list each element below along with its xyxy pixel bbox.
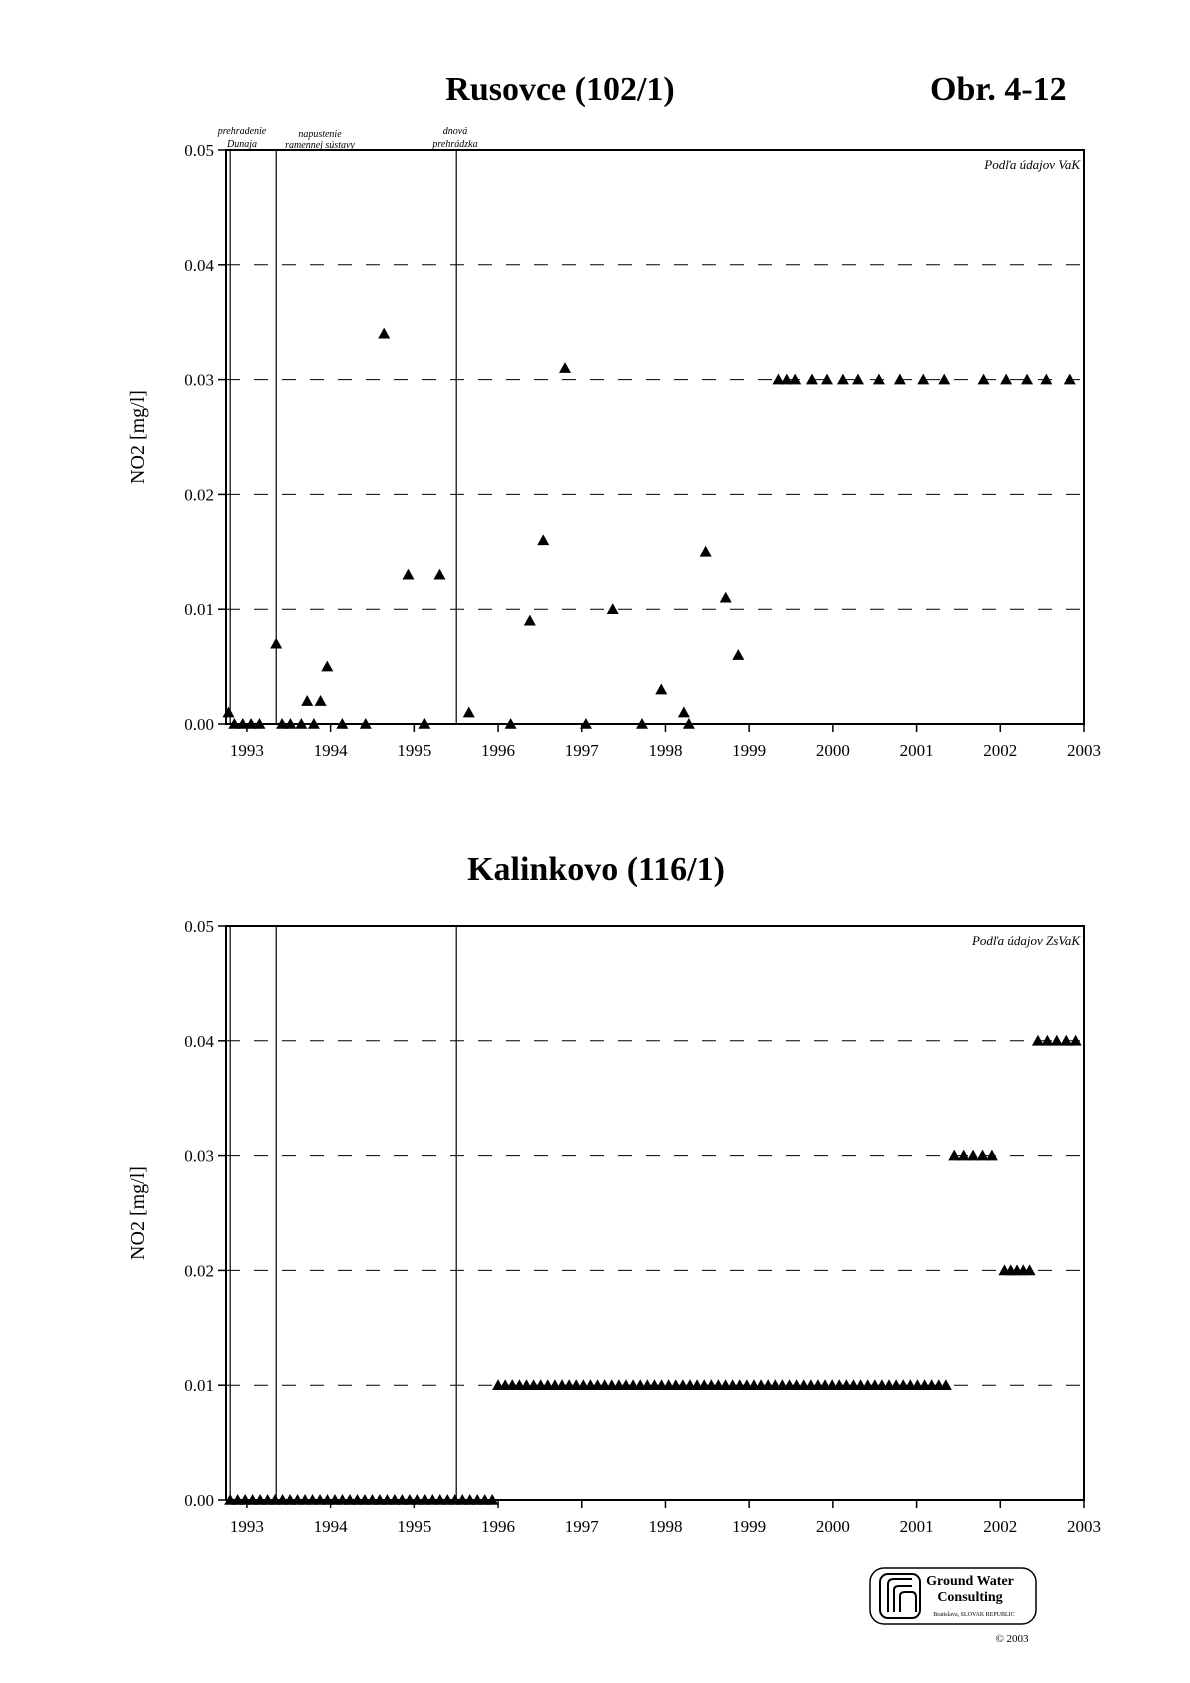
data-point bbox=[524, 615, 536, 626]
data-point bbox=[986, 1150, 998, 1161]
data-point bbox=[1021, 374, 1033, 385]
y-tick-label: 0.00 bbox=[184, 1491, 214, 1510]
data-point bbox=[732, 649, 744, 660]
data-point bbox=[789, 374, 801, 385]
data-point bbox=[821, 374, 833, 385]
x-tick-label: 2000 bbox=[815, 741, 850, 760]
data-point bbox=[301, 695, 313, 706]
x-tick-label: 2001 bbox=[899, 741, 934, 760]
annotation-prehradenie-line2: Dunaja bbox=[227, 139, 257, 150]
data-point bbox=[463, 707, 475, 718]
y-tick-label: 0.04 bbox=[184, 255, 214, 275]
event-lines bbox=[230, 150, 456, 724]
annotation-prehradenie-line1: prehradenie bbox=[217, 126, 267, 137]
x-tick-label: 1996 bbox=[481, 1517, 516, 1536]
y-tick-label: 0.00 bbox=[184, 715, 214, 734]
data-point bbox=[1051, 1035, 1063, 1046]
x-tick-label: 1994 bbox=[313, 741, 348, 760]
data-point bbox=[1064, 374, 1076, 385]
y-tick-label: 0.01 bbox=[184, 1376, 214, 1396]
chart-rusovce bbox=[127, 71, 1101, 760]
x-tick-label: 1994 bbox=[313, 1517, 348, 1536]
data-point bbox=[894, 374, 906, 385]
data-point bbox=[223, 707, 235, 718]
y-tick-label: 0.03 bbox=[184, 1146, 214, 1166]
figure-label: Obr. 4-12 bbox=[930, 71, 1067, 108]
chart-kalinkovo bbox=[127, 851, 1101, 1536]
data-point bbox=[1040, 374, 1052, 385]
x-tick-label: 1998 bbox=[648, 1517, 683, 1536]
data-point bbox=[967, 1150, 979, 1161]
data-point bbox=[537, 534, 549, 545]
annotation-napustenie-line1: napustenie bbox=[298, 129, 342, 140]
data-point bbox=[1070, 1035, 1082, 1046]
data-point bbox=[1032, 1035, 1044, 1046]
y-tick-label: 0.03 bbox=[184, 370, 214, 390]
annotation-dnova-line1: dnová bbox=[442, 126, 468, 137]
data-point bbox=[1041, 1035, 1053, 1046]
x-tick-label: 1998 bbox=[648, 741, 683, 760]
data-point bbox=[917, 374, 929, 385]
data-point bbox=[321, 661, 333, 672]
data-point bbox=[559, 362, 571, 373]
data-points bbox=[223, 328, 1076, 729]
chart-title: Rusovce (102/1) bbox=[445, 71, 675, 108]
x-tick-label: 2003 bbox=[1067, 1517, 1101, 1536]
x-tick-label: 2001 bbox=[899, 1517, 934, 1536]
x-tick-label: 1993 bbox=[229, 741, 264, 760]
data-point bbox=[852, 374, 864, 385]
source-note: Podľa údajov ZsVaK bbox=[971, 933, 1080, 948]
data-point bbox=[315, 695, 327, 706]
annotation-dnova-line2: prehrádzka bbox=[432, 139, 478, 150]
data-point bbox=[1000, 374, 1012, 385]
x-tick-label: 2002 bbox=[983, 1517, 1018, 1536]
data-point bbox=[655, 684, 667, 695]
x-tick-label: 1996 bbox=[481, 741, 516, 760]
data-point bbox=[837, 374, 849, 385]
x-tick-label: 1999 bbox=[732, 1517, 767, 1536]
company-logo bbox=[870, 1568, 1036, 1645]
x-tick-label: 1993 bbox=[229, 1517, 264, 1536]
data-point bbox=[978, 374, 990, 385]
x-tick-label: 1997 bbox=[564, 1517, 599, 1536]
data-point bbox=[806, 374, 818, 385]
logo-line3: Bratislava, SLOVAK REPUBLIC bbox=[933, 1612, 1015, 1618]
y-axis-label: NO2 [mg/l] bbox=[127, 1166, 149, 1260]
data-point bbox=[607, 603, 619, 614]
y-tick-label: 0.05 bbox=[184, 917, 214, 936]
y-tick-label: 0.02 bbox=[184, 1261, 214, 1281]
data-point bbox=[402, 569, 414, 580]
data-point bbox=[720, 592, 732, 603]
data-point bbox=[433, 569, 445, 580]
data-point bbox=[873, 374, 885, 385]
x-tick-label: 2003 bbox=[1067, 741, 1101, 760]
plot-frame bbox=[226, 926, 1084, 1500]
data-point bbox=[378, 328, 390, 339]
y-ticks bbox=[184, 917, 226, 1510]
logo-line2: Consulting bbox=[937, 1590, 1003, 1605]
x-tick-label: 2000 bbox=[815, 1517, 850, 1536]
x-tick-label: 1995 bbox=[397, 741, 432, 760]
y-tick-label: 0.05 bbox=[184, 141, 214, 160]
plot-frame bbox=[226, 150, 1084, 724]
data-point bbox=[958, 1150, 970, 1161]
x-tick-label: 1999 bbox=[732, 741, 767, 760]
x-ticks bbox=[230, 1500, 1101, 1536]
x-tick-label: 1995 bbox=[397, 1517, 432, 1536]
data-point bbox=[270, 638, 282, 649]
annotation-napustenie-line2: ramennej sústavy bbox=[285, 140, 355, 151]
data-point bbox=[938, 374, 950, 385]
data-point bbox=[1060, 1035, 1072, 1046]
copyright: © 2003 bbox=[995, 1633, 1029, 1645]
data-point bbox=[678, 707, 690, 718]
event-lines bbox=[230, 926, 456, 1500]
x-ticks bbox=[230, 724, 1101, 760]
data-point bbox=[948, 1150, 960, 1161]
data-points bbox=[224, 1035, 1081, 1505]
y-tick-label: 0.02 bbox=[184, 485, 214, 505]
data-point bbox=[700, 546, 712, 557]
x-tick-label: 1997 bbox=[564, 741, 599, 760]
y-ticks bbox=[184, 141, 226, 734]
y-tick-label: 0.04 bbox=[184, 1031, 214, 1051]
y-axis-label: NO2 [mg/l] bbox=[127, 390, 149, 484]
data-point bbox=[977, 1150, 989, 1161]
grid-lines bbox=[226, 265, 1084, 609]
chart-title: Kalinkovo (116/1) bbox=[467, 851, 725, 888]
logo-emblem-icon bbox=[880, 1574, 920, 1618]
grid-lines bbox=[226, 1041, 1084, 1385]
source-note: Podľa údajov VaK bbox=[984, 157, 1080, 172]
y-tick-label: 0.01 bbox=[184, 600, 214, 620]
logo-line1: Ground Water bbox=[926, 1574, 1014, 1589]
x-tick-label: 2002 bbox=[983, 741, 1018, 760]
